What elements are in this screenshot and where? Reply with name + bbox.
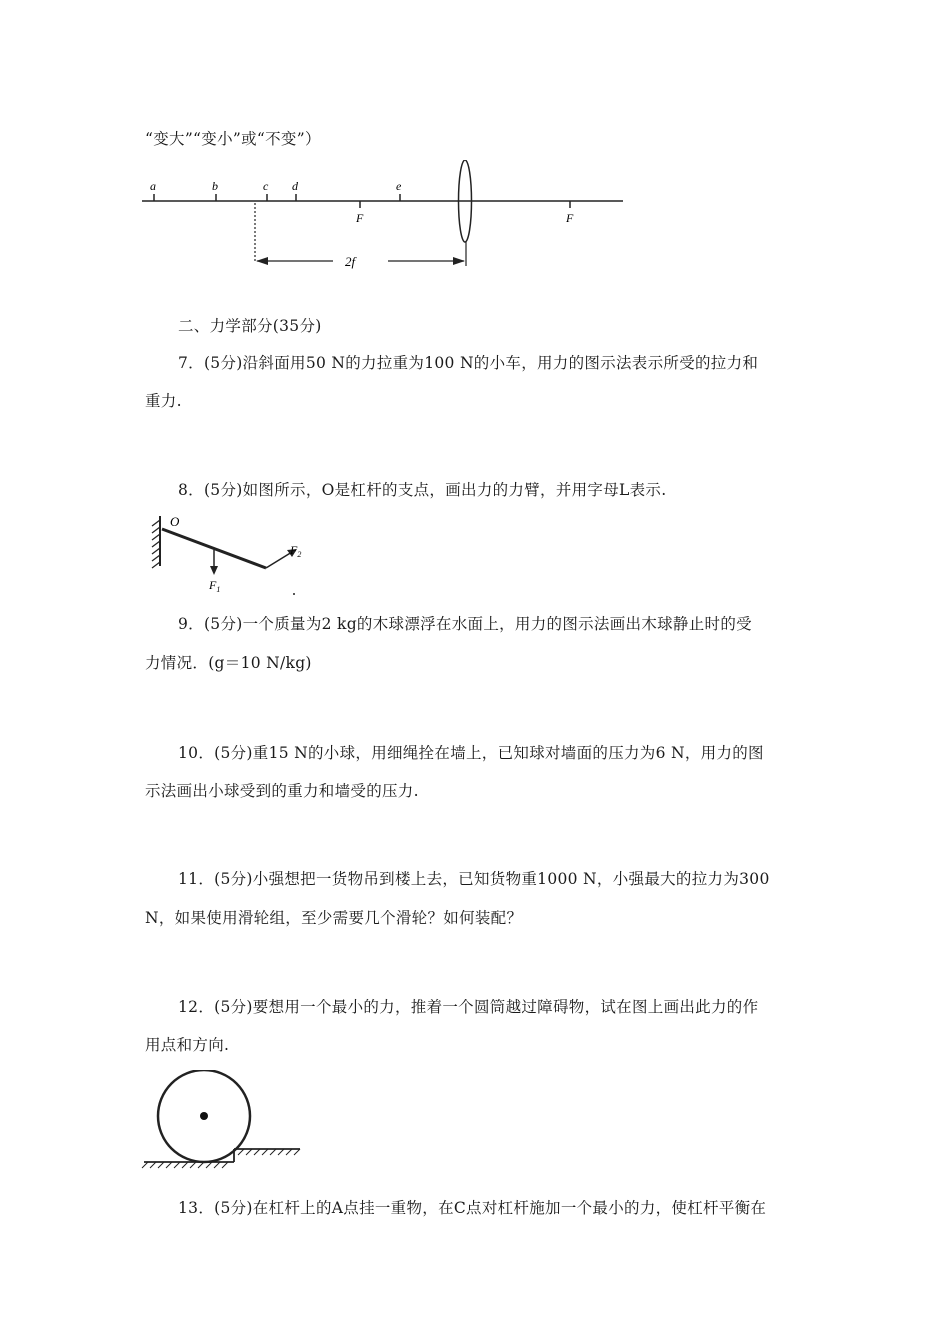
cylinder-obstacle-diagram: [140, 1070, 310, 1170]
force-f2-label: $F_2$: [290, 543, 302, 559]
question-12-line-1: 12．(5分)要想用一个最小的力，推着一个圆筒越过障碍物，试在图上画出此力的作: [178, 998, 759, 1016]
question-10-line-1: 10．(5分)重15 N的小球，用细绳拴在墙上，已知球对墙面的压力为6 N，用力的图: [178, 744, 764, 762]
question-9-line-2: 力情况．(g＝10 N/kg): [145, 654, 312, 672]
focus-left-label: F: [356, 211, 364, 225]
question-8-line-1: 8．(5分)如图所示，O是杠杆的支点，画出力的力臂，并用字母L表示.: [178, 481, 667, 499]
cylinder-center-dot: [200, 1112, 208, 1120]
question-11-line-2: N，如果使用滑轮组，至少需要几个滑轮？如何装配？: [145, 909, 523, 927]
point-e-label: e: [396, 179, 402, 193]
instruction-fragment: “变大”“变小”或“不变”）: [145, 130, 321, 148]
question-13-line-1: 13．(5分)在杠杆上的A点挂一重物，在C点对杠杆施加一个最小的力，使杠杆平衡在: [178, 1199, 767, 1217]
question-7-line-2: 重力.: [145, 392, 182, 410]
section-title: 二、力学部分(35分): [178, 317, 322, 335]
question-10-line-2: 示法画出小球受到的重力和墙受的压力.: [145, 782, 419, 800]
point-c-label: c: [263, 179, 269, 193]
focus-right-label: F: [566, 211, 574, 225]
question-7-line-1: 7．(5分)沿斜面用50 N的力拉重为100 N的小车，用力的图示法表示所受的拉力和: [178, 354, 759, 372]
question-11-line-1: 11．(5分)小强想把一货物吊到楼上去，已知货物重1000 N，小强最大的拉力为300: [178, 870, 770, 888]
point-b-label: b: [212, 179, 218, 193]
force-f1-label: $F_1$: [209, 578, 221, 594]
question-12-line-2: 用点和方向.: [145, 1036, 230, 1054]
point-a-label: a: [150, 179, 156, 193]
point-d-label: d: [292, 179, 298, 193]
question-9-line-1: 9．(5分)一个质量为2 kg的木球漂浮在水面上，用力的图示法画出木球静止时的受: [178, 615, 752, 633]
lever-diagram: [148, 510, 318, 600]
pivot-o-label: O: [170, 514, 180, 529]
distance-2f-label: 2f: [345, 254, 356, 269]
lens-diagram: [140, 160, 630, 275]
